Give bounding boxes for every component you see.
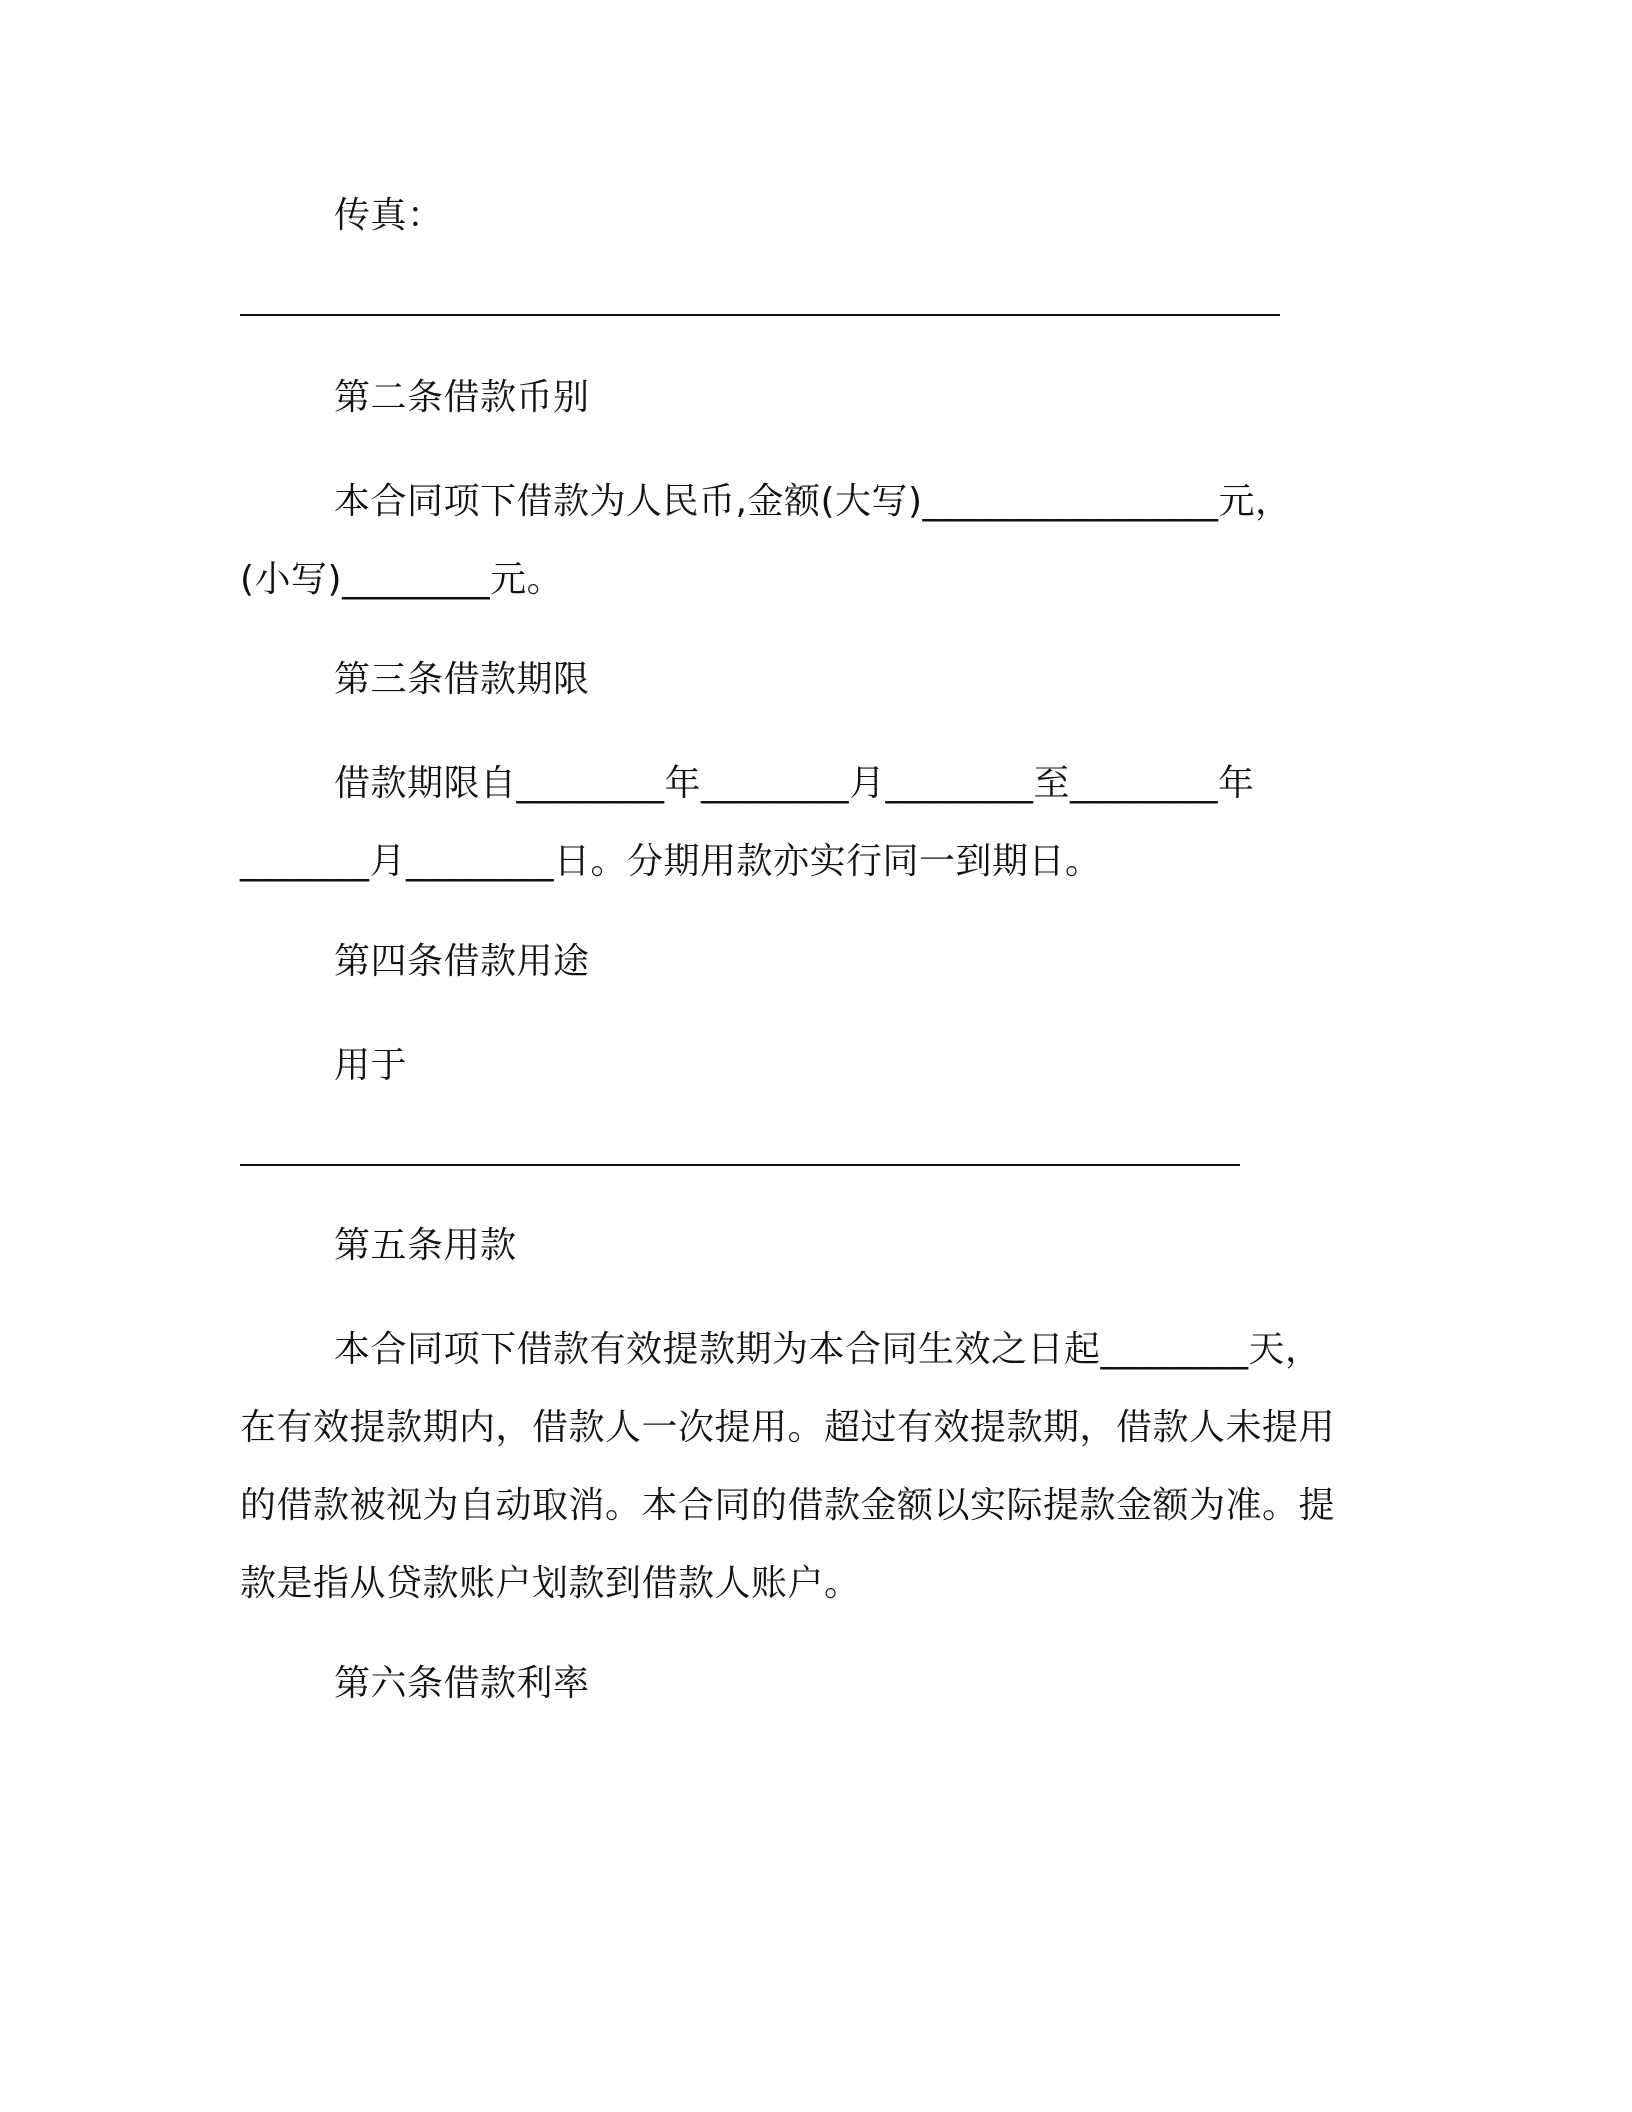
article-3-text-line-2: _______月________日。分期用款亦实行同一到期日。 (240, 841, 1102, 882)
fax-blank-line (240, 314, 1280, 316)
article-5-text-line-1: 本合同项下借款有效提款期为本合同生效之日起________天， (334, 1329, 1322, 1370)
article-5-text-line-2: 在有效提款期内，借款人一次提用。超过有效提款期，借款人未提用 (240, 1407, 1336, 1448)
article-5-text-line-4: 款是指从贷款账户划款到借款人账户。 (240, 1563, 861, 1604)
article-5-heading: 第五条用款 (334, 1225, 517, 1266)
purpose-blank-line (240, 1164, 1240, 1166)
article-3-text-line-1: 借款期限自________年________月________至________年 (334, 763, 1255, 804)
article-4-heading: 第四条借款用途 (334, 941, 590, 982)
article-6-heading: 第六条借款利率 (334, 1663, 590, 1704)
fax-label: 传真： (334, 195, 444, 236)
article-2-text-line-2: (小写)________元。 (240, 559, 564, 600)
article-2-heading: 第二条借款币别 (334, 377, 590, 418)
article-4-text-line-1: 用于 (334, 1045, 408, 1086)
article-3-heading: 第三条借款期限 (334, 659, 590, 700)
article-2-text-line-1: 本合同项下借款为人民币,金额(大写)________________元， (334, 481, 1292, 522)
article-5-text-line-3: 的借款被视为自动取消。本合同的借款金额以实际提款金额为准。提 (240, 1485, 1336, 1526)
